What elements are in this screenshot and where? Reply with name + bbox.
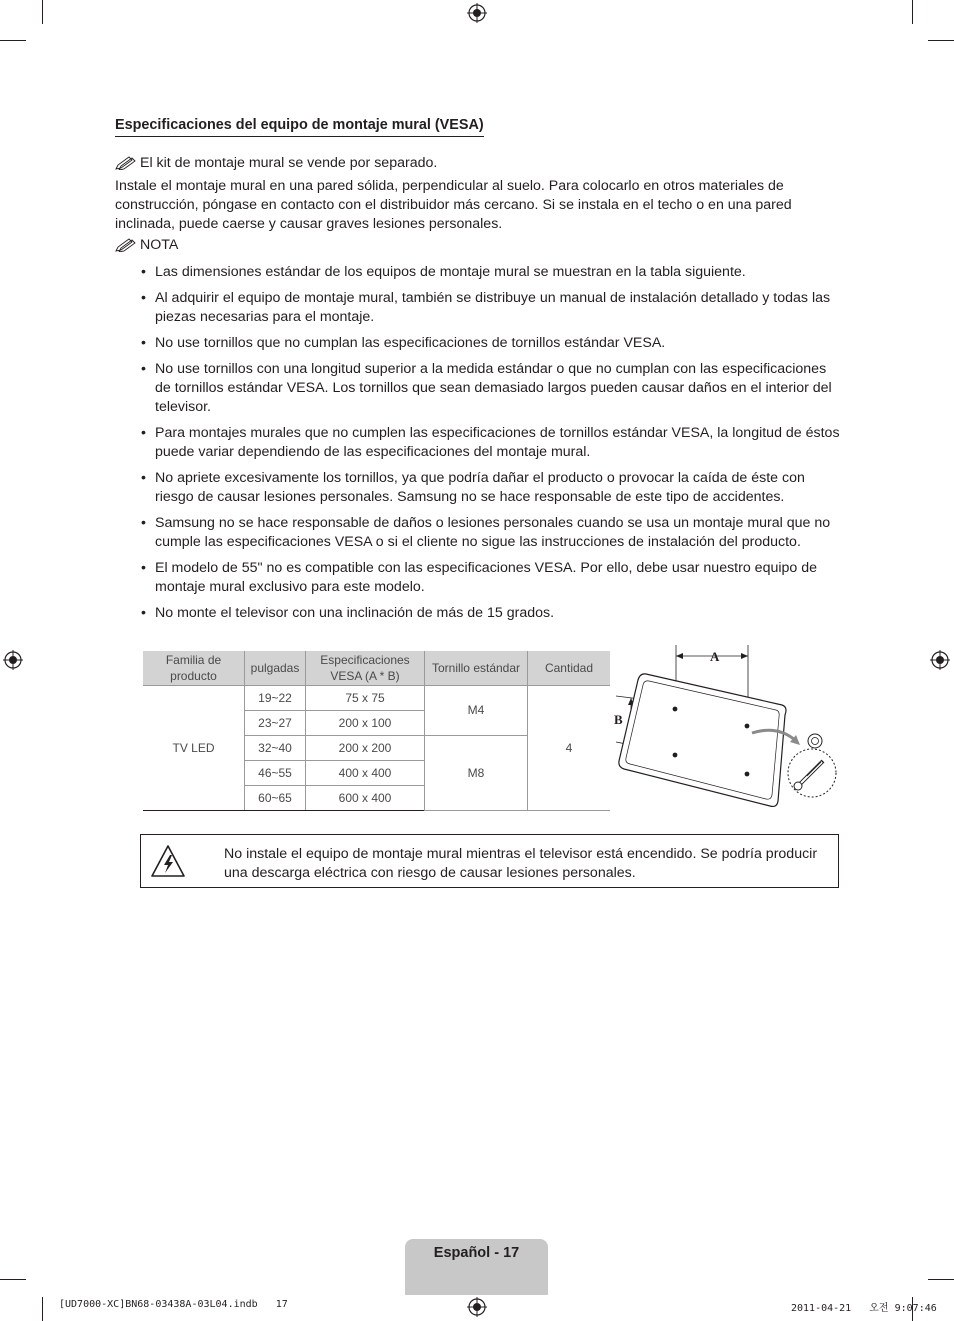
pencil-note-icon <box>115 156 137 170</box>
crop-mark <box>0 1279 26 1280</box>
crop-mark <box>42 1297 43 1321</box>
registration-mark-icon <box>467 1297 487 1317</box>
nota-label: NOTA <box>140 237 179 253</box>
list-item: • Las dimensiones estándar de los equipos de montaje mural se muestran en la tabla siguiente. <box>115 263 840 282</box>
cell-inches: 23~27 <box>245 710 306 735</box>
kit-note <box>115 154 840 173</box>
cell-vesa: 75 x 75 <box>306 685 425 710</box>
cell-inches: 19~22 <box>245 685 306 710</box>
crop-mark <box>0 40 26 41</box>
header-inches: pulgadas <box>245 651 306 685</box>
crop-mark <box>42 0 43 24</box>
screw-hole-icon <box>745 772 750 777</box>
cell-quantity: 4 <box>528 685 611 810</box>
print-file-info: [UD7000-XC]BN68-03438A-03L04.indb 17 <box>59 1299 288 1310</box>
list-item: • Para montajes murales que no cumplen las especificaciones de tornillos estándar VESA, la longitud de éstos puede variar dependiendo de las especificaciones del montaje mural. <box>115 424 840 462</box>
pencil-note-icon <box>115 238 137 252</box>
cell-family: TV LED <box>143 685 245 810</box>
cell-inches: 46~55 <box>245 760 306 785</box>
kit-note-text: El kit de montaje mural se vende por separado. <box>140 155 438 171</box>
install-paragraph: Instale el montaje mural en una pared sólida, perpendicular al suelo. Para colocarlo en otros materiales de construcción, póngase en contacto con el distribuidor más cercano. Si se instala en el techo o en una pared inclinada, puede caerse y causar graves lesiones personales. <box>115 178 792 232</box>
cell-vesa: 400 x 400 <box>306 760 425 785</box>
crop-mark <box>912 0 913 24</box>
cell-vesa: 600 x 400 <box>306 785 425 810</box>
tv-back-panel <box>619 674 786 807</box>
cell-screw: M8 <box>425 735 528 810</box>
mount-hole-icon <box>808 734 822 748</box>
screw-hole-icon <box>673 753 678 758</box>
cell-vesa: 200 x 100 <box>306 710 425 735</box>
page-number: Español - 17 <box>433 1245 520 1261</box>
cell-screw: M4 <box>425 685 528 735</box>
header-family: Familia de producto <box>143 651 245 685</box>
list-item: • No use tornillos con una longitud superior a la medida estándar o que no cumplan con las especificaciones de tornillos estándar VESA. Los tornillos que sean demasiado largos pueden causar daños en el interior del televisor. <box>115 360 840 417</box>
warning-box <box>140 834 839 888</box>
crop-mark <box>928 1279 954 1280</box>
arrow-icon <box>741 653 748 659</box>
registration-mark-icon <box>3 650 23 670</box>
list-item: • Samsung no se hace responsable de daños o lesiones personales cuando se usa un montaje mural que no cumple las especificaciones VESA o si el cliente no sigue las instrucciones de instalación del producto. <box>115 514 840 552</box>
page-number-tab <box>405 1239 548 1295</box>
tv-mount-diagram <box>612 643 842 813</box>
table-header-row <box>143 651 610 685</box>
screw-hole-icon <box>745 724 750 729</box>
cell-vesa: 200 x 200 <box>306 735 425 760</box>
note-list <box>115 263 840 623</box>
list-item: • No monte el televisor con una inclinación de más de 15 grados. <box>115 604 840 623</box>
warning-text: No instale el equipo de montaje mural mientras el televisor está encendido. Se podría producir una descarga eléctrica con riesgo de causar lesiones personales. <box>224 846 818 881</box>
nota-heading <box>115 236 840 255</box>
arrow-icon <box>676 653 683 659</box>
list-item: • El modelo de 55" no es compatible con las especificaciones VESA. Por ello, debe usar nuestro equipo de montaje mural exclusivo para este modelo. <box>115 559 840 597</box>
main-content <box>115 116 840 630</box>
label-b: B <box>614 712 623 727</box>
crop-mark <box>928 40 954 41</box>
label-a: A <box>710 649 720 664</box>
electric-warning-icon <box>150 844 186 878</box>
cell-inches: 60~65 <box>245 785 306 810</box>
header-quantity: Cantidad <box>528 651 611 685</box>
cell-inches: 32~40 <box>245 735 306 760</box>
header-screw: Tornillo estándar <box>425 651 528 685</box>
registration-mark-icon <box>467 3 487 23</box>
header-vesa: Especificaciones VESA (A * B) <box>306 651 425 685</box>
vesa-spec-table <box>143 651 610 811</box>
section-title: Especificaciones del equipo de montaje mural (VESA) <box>115 116 484 137</box>
list-item: • No use tornillos que no cumplan las especificaciones de tornillos estándar VESA. <box>115 334 840 353</box>
screw-hole-icon <box>673 707 678 712</box>
print-timestamp: 2011-04-21 오전 9:07:46 <box>791 1303 937 1314</box>
table-row <box>143 685 610 710</box>
registration-mark-icon <box>930 650 950 670</box>
list-item: • Al adquirir el equipo de montaje mural, también se distribuye un manual de instalación detallado y todas las piezas necesarias para el montaje. <box>115 289 840 327</box>
list-item: • No apriete excesivamente los tornillos, ya que podría dañar el producto o provocar la caída de éste con riesgo de causar lesiones personales. Samsung no se hace responsable de este tipo de accidentes. <box>115 469 840 507</box>
